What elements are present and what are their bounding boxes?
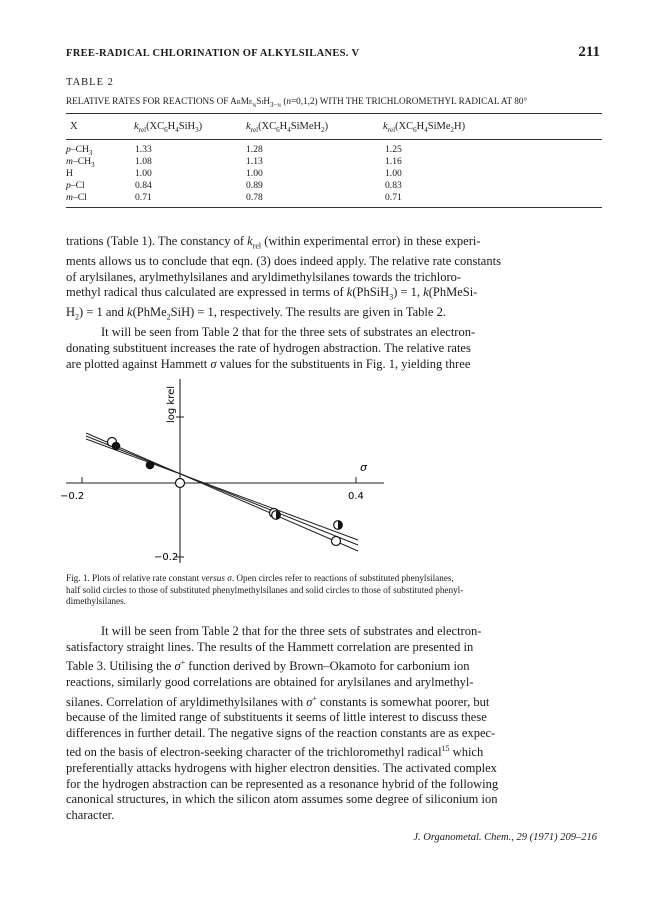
row-label-p-ch3: $p-CH_3$ xyxy=(66,144,93,157)
row-label-p-cl: p–Cl xyxy=(66,180,85,191)
table-bottom-rule xyxy=(66,207,602,208)
regression-line xyxy=(86,433,358,551)
row-label-h: H xyxy=(66,168,73,179)
solid-circle-point xyxy=(146,461,155,470)
hammett-plot xyxy=(60,375,506,567)
table-cell: 1.00 xyxy=(135,168,152,179)
text-line: Table 3. Utilising the σ+ function derived by Brown–Okamoto for carbonium ion xyxy=(66,658,470,674)
x-tick-label-neg: −0.2 xyxy=(60,491,85,502)
text-line: canonical structures, in which the silicon atom assumes some degree of siliconium ion xyxy=(66,792,498,807)
table-caption: RELATIVE RATES FOR REACTIONS OF ArMe$_n$SiH$_{3-n}$ (n=0,1,2) WITH THE TRICHLOROMETHYL RADICAL AT 80° xyxy=(66,96,528,109)
paragraph-1 xyxy=(66,234,600,372)
table-cell: 0.84 xyxy=(135,180,152,191)
open-circle-point xyxy=(176,479,185,488)
table-cell: 1.00 xyxy=(246,168,263,179)
solid-circle-point xyxy=(112,442,121,451)
row-label-m-ch3: $m-CH_3$ xyxy=(66,156,95,169)
table-cell: 0.83 xyxy=(385,180,402,191)
table-label: TABLE 2 xyxy=(66,77,114,88)
table-cell: 1.25 xyxy=(385,144,402,155)
table-cell: 1.08 xyxy=(135,156,152,167)
caption-line: dimethylsilanes. xyxy=(66,596,126,607)
paragraph-2 xyxy=(66,624,600,824)
column-header-krel-sime2h: $k_{rel}(XC_6H_4SiMe_2H)$ xyxy=(383,121,466,135)
x-axis xyxy=(66,477,384,483)
page-number: 211 xyxy=(578,44,600,60)
table-cell: 0.71 xyxy=(385,192,402,203)
table-top-rule xyxy=(66,113,602,114)
x-tick-label-pos: 0.4 xyxy=(348,491,364,502)
text-line: donating substituent increases the rate of hydrogen abstraction. The relative rates xyxy=(66,341,471,356)
column-header-krel-sih3: $k_{rel}(XC_6H_4SiH_3)$ xyxy=(134,121,203,135)
y-axis-label: log krel xyxy=(166,385,177,423)
regression-lines xyxy=(86,433,358,551)
running-title: FREE-RADICAL CHLORINATION OF ALKYLSILANES. V xyxy=(66,48,360,59)
text-line: are plotted against Hammett σ values for the substituents in Fig. 1, yielding three xyxy=(66,356,471,371)
text-line: differences in further detail. The negative signs of the reaction constants are as expec- xyxy=(66,725,496,740)
table-cell: 0.71 xyxy=(135,192,152,203)
x-axis-label: σ xyxy=(360,461,367,474)
text-line: because of the limited range of substituents it seems of little interest to discuss these xyxy=(66,710,487,725)
y-tick-label-neg: −0.2 xyxy=(154,552,179,563)
table-cell: 1.13 xyxy=(246,156,263,167)
text-line: of arylsilanes, arylmethylsilanes and aryldimethylsilanes towards the trichloro- xyxy=(66,269,462,284)
text-line: It will be seen from Table 2 that for the three sets of substrates an electron- xyxy=(101,325,476,340)
text-line: trations (Table 1). The constancy of $k_{rel}$ (within experimental error) in these experi- xyxy=(66,234,481,251)
text-line: ted on the basis of electron-seeking character of the trichloromethyl radical$^{15}$ which xyxy=(66,744,484,760)
column-header-krel-simeh2: $k_{rel}(XC_6H_4SiMeH_2)$ xyxy=(246,121,329,135)
text-line: satisfactory straight lines. The results of the Hammett correlation are presented in xyxy=(66,639,474,654)
table-cell: 1.28 xyxy=(246,144,263,155)
column-header-x: X xyxy=(70,121,78,132)
text-line: methyl radical thus calculated are expressed in terms of k(PhSiH$_3$) = 1, k(PhMeSi- xyxy=(66,285,478,302)
table-cell: 1.16 xyxy=(385,156,402,167)
open-circle-point xyxy=(332,537,341,546)
text-line: silanes. Correlation of aryldimethylsilanes with σ+ constants is somewhat poorer, but xyxy=(66,693,490,709)
text-line: $H_2) = 1$ and k(PhMe$_2$SiH) = 1, respectively. The results are given in Table 2. xyxy=(66,305,446,322)
journal-citation: J. Organometal. Chem., 29 (1971) 209–216 xyxy=(413,832,597,843)
table-cell: 1.00 xyxy=(385,168,402,179)
caption-line: half solid circles to those of substituted phenylmethylsilanes and solid circles to those of substituted phenyl- xyxy=(66,584,464,595)
row-label-m-cl: m–Cl xyxy=(66,192,87,203)
caption-line: Fig. 1. Plots of relative rate constant versus σ. Open circles refer to reactions of substituted phenylsilanes, xyxy=(66,573,454,583)
table-cell: 0.89 xyxy=(246,180,263,191)
text-line: for the hydrogen abstraction can be represented as a resonance hybrid of the following xyxy=(66,776,499,791)
text-line: ments allows us to conclude that eqn. (3) does indeed apply. The relative rate constants xyxy=(66,254,501,269)
text-line: reactions, similarly good correlations are obtained for arylsilanes and arylmethyl- xyxy=(66,674,474,689)
y-axis xyxy=(176,379,184,563)
table-cell: 1.33 xyxy=(135,144,152,155)
text-line: It will be seen from Table 2 that for the three sets of substrates and electron- xyxy=(101,624,482,638)
text-line: character. xyxy=(66,808,115,822)
table-header-rule xyxy=(66,139,602,140)
figure-caption xyxy=(66,573,602,608)
regression-line xyxy=(86,436,358,545)
table-cell: 0.78 xyxy=(246,192,263,203)
text-line: preferentially attacks hydrogens with higher electron densities. The activated complex xyxy=(66,761,497,776)
regression-line xyxy=(86,439,358,540)
